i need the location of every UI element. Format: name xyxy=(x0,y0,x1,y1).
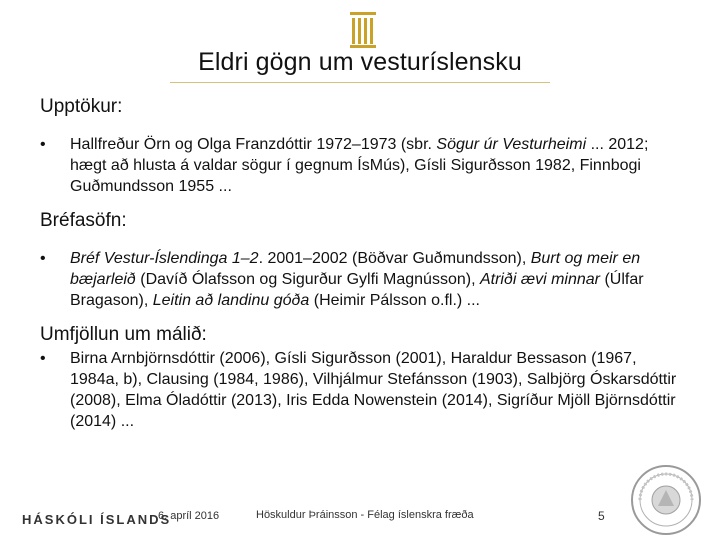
footer-author: Höskuldur Þráinsson - Félag íslenskra fræða xyxy=(256,509,474,521)
bullet-text-discussion xyxy=(70,348,680,432)
university-seal-icon xyxy=(628,462,704,538)
bullet-dot: • xyxy=(40,136,46,153)
bullet-dot: • xyxy=(40,250,46,267)
text-run: (Heimir Pálsson o.fl.) ... xyxy=(309,292,480,309)
bullet-dot: • xyxy=(40,350,46,367)
text-run: Birna Arnbjörnsdóttir (2006), Gísli Sigurðsson (2001), Haraldur Bessason (1967, 1984a, b), Clausing (1984, 1986), Vilhjálmur Stefánsson (1903), Salbjörg Óskarsdóttir (2008), Elma Óladóttir (2013), Iris Edda Nowenstein (2014), Sigríður Mjöll Björnsdóttir (2014) ... xyxy=(70,350,677,430)
italic-title: Leitin að landinu góða xyxy=(152,292,310,309)
title-divider xyxy=(170,82,550,83)
university-logo-text: HÁSKÓLI ÍSLANDS xyxy=(22,512,172,527)
italic-title: Burt og meir en bæjarleið xyxy=(70,250,641,288)
section-heading-discussion: Umfjöllun um málið: xyxy=(40,324,207,345)
text-run: . 2001–2002 (Böðvar Guðmundsson), xyxy=(258,250,531,267)
italic-title: Bréf Vestur-Íslendinga 1–2 xyxy=(70,250,259,267)
italic-title: Atriði ævi minnar xyxy=(479,271,600,288)
section-heading-letters: Bréfasöfn: xyxy=(40,210,127,231)
text-run: (Davíð Ólafsson og Sigurður Gylfi Magnússon), xyxy=(135,271,480,288)
text-run: ... 2012; hægt að hlusta á valdar sögur í gegnum ÍsMús), Gísli Sigurðsson 1982, Finnbogi Guðmundsson 1955 ... xyxy=(70,136,649,195)
slide-title-container xyxy=(140,48,580,77)
section-heading-recordings: Upptökur: xyxy=(40,96,123,117)
text-run: (Úlfar Bragason), xyxy=(70,271,644,309)
bullet-text-letters xyxy=(70,248,680,311)
bullet-letters xyxy=(40,248,680,311)
footer-date: 6. apríl 2016 xyxy=(158,510,220,522)
italic-title: Sögur úr Vesturheimi xyxy=(436,136,587,153)
university-building-logo-icon xyxy=(348,12,378,48)
bullet-discussion xyxy=(40,348,680,432)
slide-title: Eldri gögn um vesturíslensku xyxy=(198,48,522,76)
bullet-recordings xyxy=(40,134,680,197)
text-run: Hallfreður Örn og Olga Franzdóttir 1972–1973 (sbr. xyxy=(70,136,437,153)
bullet-text-recordings xyxy=(70,134,680,197)
university-logo xyxy=(22,511,171,529)
page-number: 5 xyxy=(598,509,605,523)
